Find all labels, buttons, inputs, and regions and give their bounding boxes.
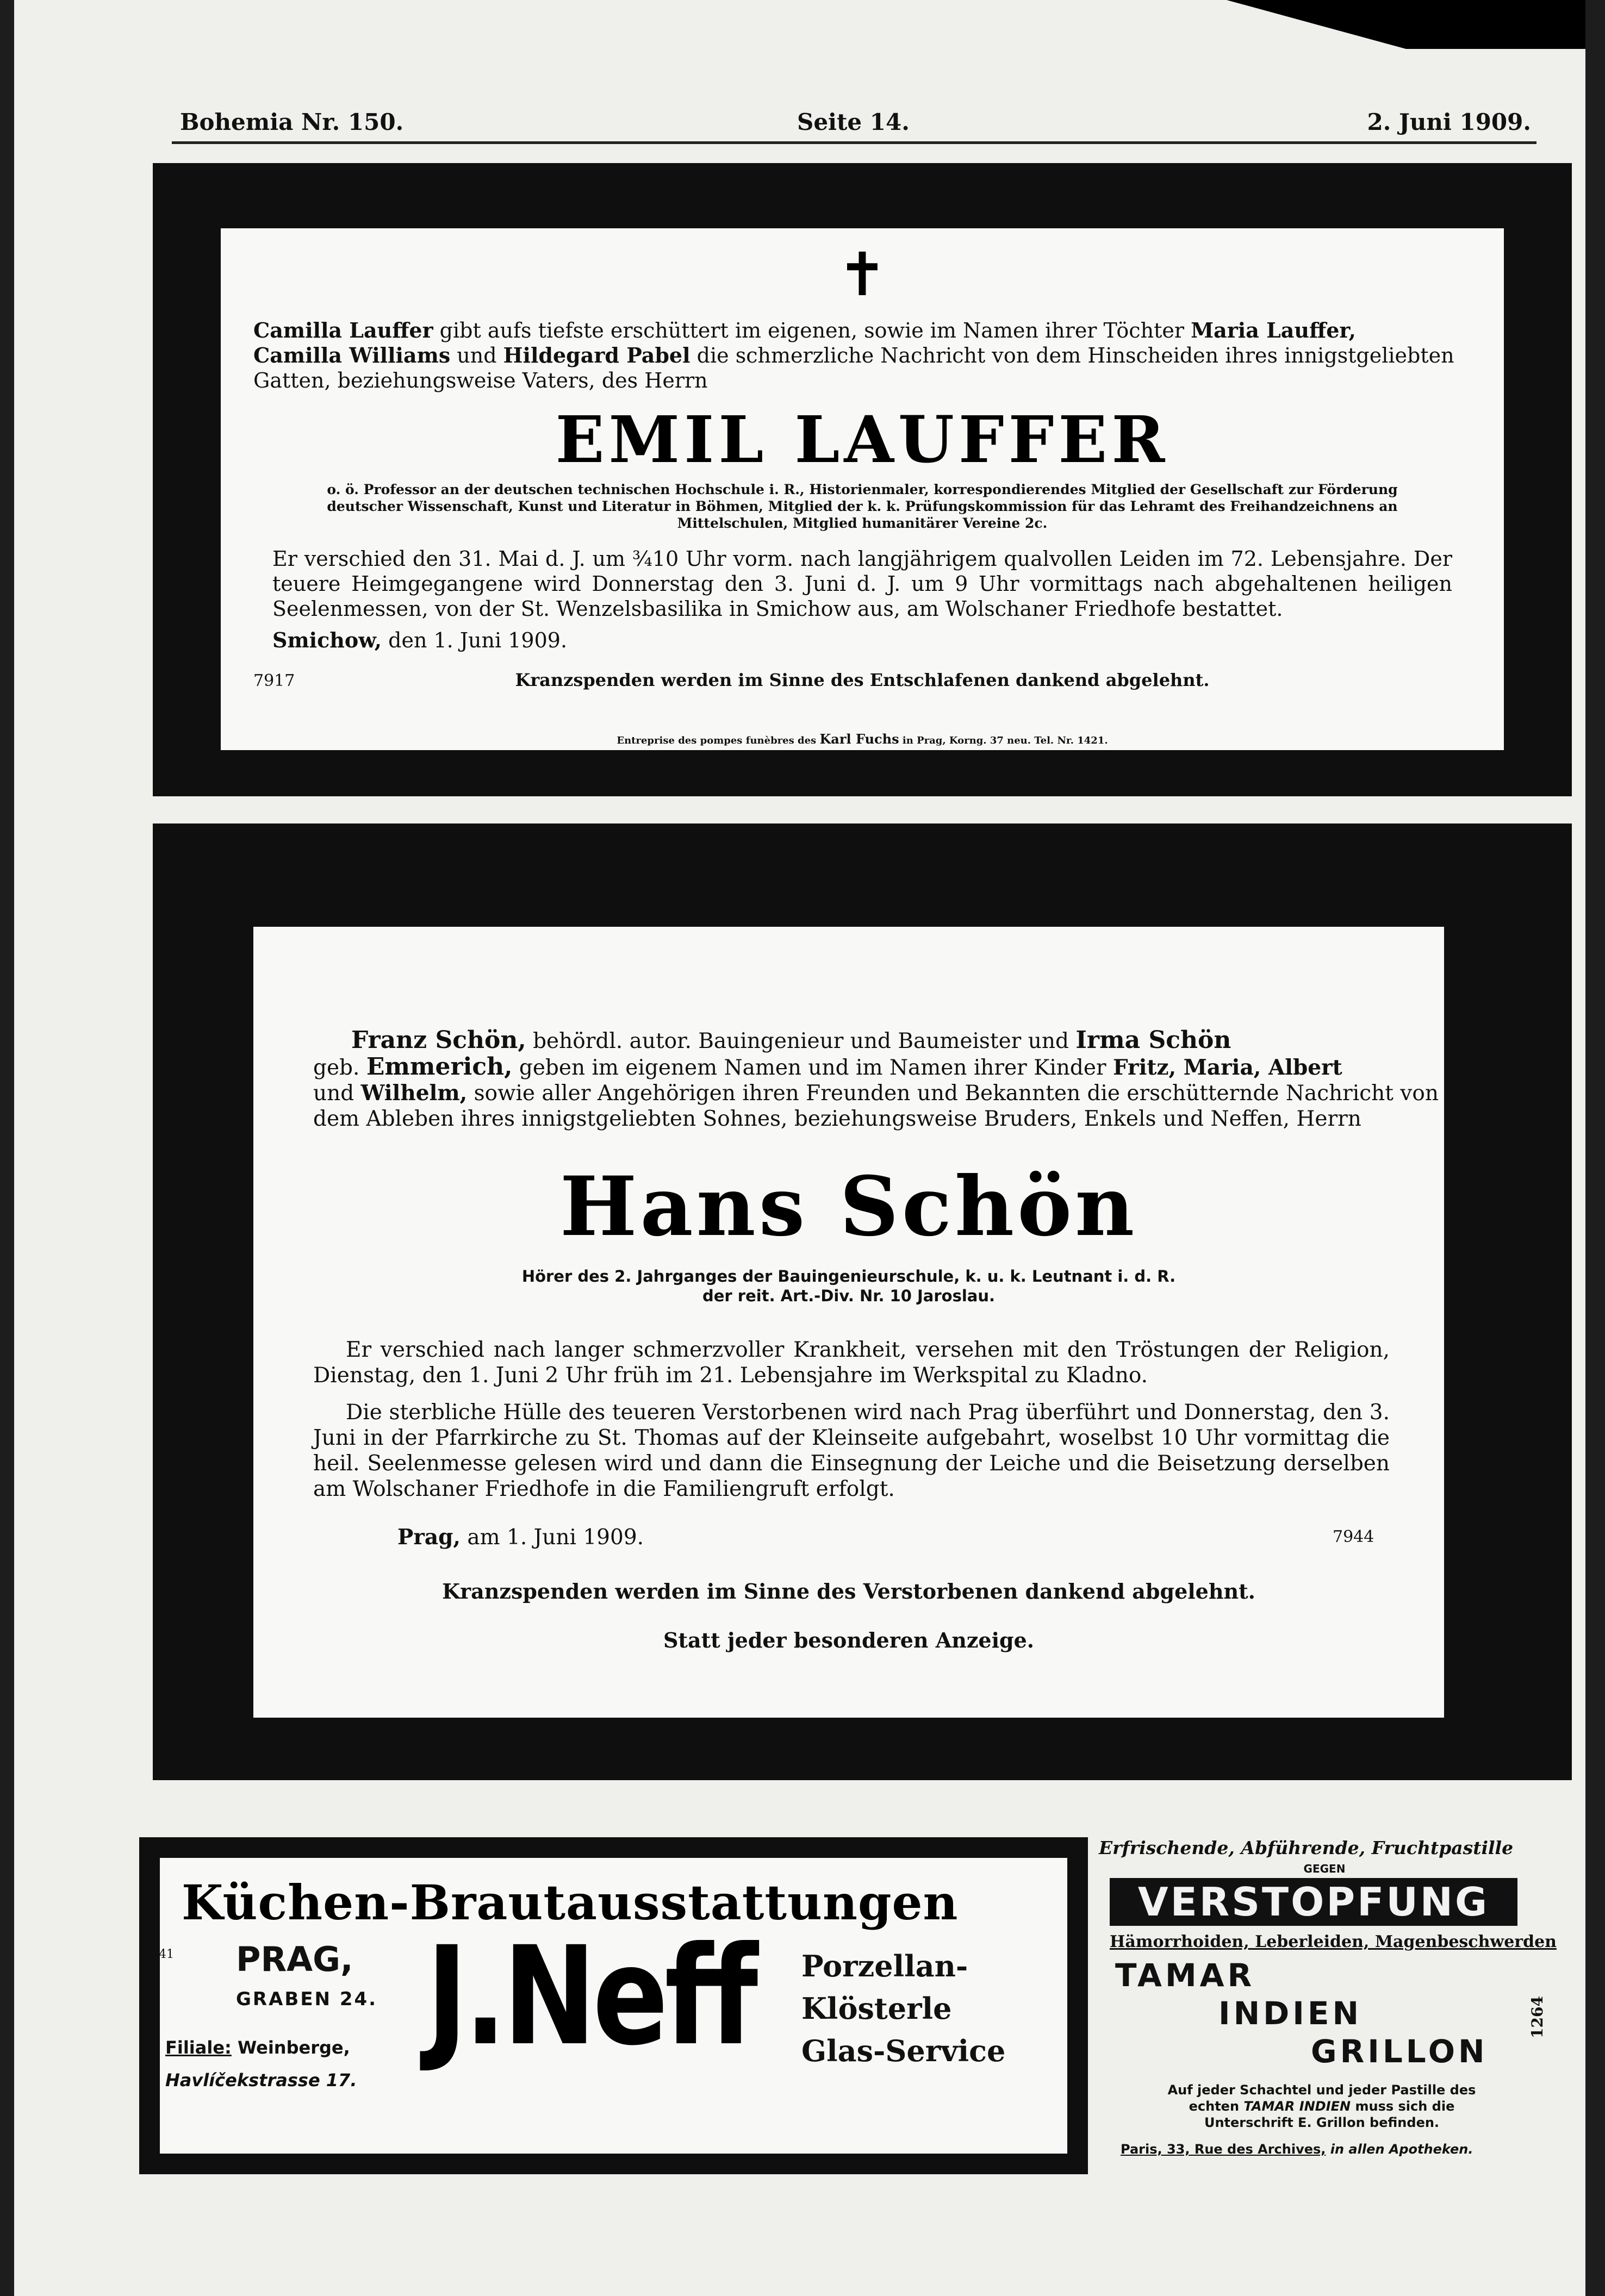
ad-tamar-gegen: GEGEN (1303, 1862, 1346, 1875)
page-corner-shadow (1227, 0, 1585, 49)
undertaker-name: Karl Fuchs (819, 731, 899, 747)
place: Smichow, (272, 628, 382, 652)
intro2-text-5: sowie aller Angehörigen ihren Freunden und Bekannten die erschütternde Nachricht von (467, 1081, 1439, 1106)
ad-tamar-note (1099, 2082, 1545, 2131)
place-date-2 (397, 1525, 644, 1550)
ad-neff-branch-street: Havlíčekstrasse 17. (165, 2070, 357, 2091)
intro2-text-6: dem Ableben ihres innigstgeliebten Sohnes, beziehungsweise Bruders, Enkels und Neffen, Herrn (313, 1107, 1361, 1131)
product-2: Klösterle (801, 1991, 952, 2026)
product-3: Glas-Service (801, 2033, 1006, 2068)
page-header (172, 103, 1536, 144)
ad-neff-branch (165, 2037, 350, 2058)
address-text: Paris, 33, Rue des Archives, (1121, 2142, 1326, 2157)
rank-line-1: Hörer des 2. Jahrganges der Bauingenieurschule, k. u. k. Leutnant i. d. R. (521, 1267, 1176, 1286)
header-page-number: Seite 14. (797, 109, 910, 135)
intro2-text-4: und (313, 1081, 361, 1106)
branch-place: Weinberge, (231, 2037, 350, 2058)
obituary-intro (253, 318, 1471, 393)
deceased-titles: o. ö. Professor an der deutschen technischen Hochschule i. R., Historienmaler, korrespondierendes Mitglied der Gesellschaft zur Förderung deutscher Wissenschaft, Kunst und Literatur in Böhmen, Mitglied der k. k. Prüfungskommission für das Lehramt des Freihandzeichnens an Mittelschulen, Mitglied humanitärer Vereine 2c. (327, 482, 1398, 531)
ad-neff-number: 7941 (144, 1948, 174, 1961)
ad-number: 7917 (253, 671, 295, 690)
widow-name: Camilla Lauffer (253, 318, 433, 342)
obituary-body-2b: Die sterbliche Hülle des teueren Verstorbenen wird nach Prag überführt und Donnerstag, den 3. Juni in der Pfarrkirche zu St. Thomas auf der Kleinseite aufgebahrt, woselbst 10 Uhr vormittag die heil. Seelenmesse gelesen wird und dann die Einsegnung der Leiche und die Beisetzung derselben am Wolschaner Friedhofe in die Familiengruft erfolgt. (313, 1400, 1390, 1501)
intro2-text-1: behördl. autor. Bauingenieur und Baumeister und (526, 1029, 1076, 1053)
product-1: Porzellan- (801, 1949, 968, 1983)
ad-tamar-address (1121, 2142, 1473, 2157)
daughter-name-1: Maria Lauffer, (1191, 318, 1356, 342)
ad-tamar-number: 1264 (1528, 1996, 1546, 2038)
obituary-body-2a: Er verschied nach langer schmerzvoller Krankheit, versehen mit den Tröstungen der Religion, Dienstag, den 1. Juni 2 Uhr früh im 21. Lebensjahre im Werkspital zu Kladno. (313, 1338, 1390, 1388)
branch-label: Filiale: (165, 2037, 232, 2058)
header-date: 2. Juni 1909. (1367, 109, 1531, 135)
ad-number-2: 7944 (1333, 1527, 1374, 1546)
obituary-schoen (253, 927, 1444, 1718)
ad-tamar-brand-2: INDIEN (1218, 1995, 1363, 2032)
mother-name: Irma Schön (1075, 1026, 1231, 1054)
wreath-note: Kranzspenden werden im Sinne des Entschlafenen dankend abgelehnt. (515, 670, 1210, 690)
newspaper-page (14, 0, 1585, 2296)
intro-text-2: und (450, 344, 503, 367)
intro2-text-3: geben im eigenem Namen und im Namen ihrer Kinder (512, 1056, 1113, 1080)
obituary-body: Er verschied den 31. Mai d. J. um ¾10 Uhr vorm. nach langjährigem qualvollen Leiden im 72. Lebensjahre. Der teuere Heimgegangene wird Donnerstag den 3. Juni d. J. um 9 Uhr vormittags nach abgehaltenen heiligen Seelenmessen, von der St. Wenzelsbasilika in Smichow aus, am Wolschaner Friedhofe bestattet. (272, 547, 1452, 621)
instead-note: Statt jeder besonderen Anzeige. (663, 1628, 1035, 1652)
ad-tamar (1093, 1837, 1556, 2185)
note-line-1: Auf jeder Schachtel und jeder Pastille des (1167, 2082, 1476, 2098)
ad-tamar-brand-1: TAMAR (1115, 1957, 1255, 1994)
deceased-name: EMIL LAUFFER (555, 402, 1169, 477)
deceased-rank (253, 1266, 1444, 1306)
note-line-2c: muss sich die (1351, 2099, 1455, 2114)
intro2-text-2: geb. (313, 1056, 366, 1080)
date: den 1. Juni 1909. (382, 628, 568, 652)
rank-line-2: der reit. Art.-Div. Nr. 10 Jaroslau. (702, 1287, 996, 1305)
undertaker-text: Entreprise des pompes funèbres des (617, 735, 820, 746)
intro-text-3: die schmerzliche Nachricht von dem Hinscheiden ihres innigstgeliebten (690, 344, 1454, 367)
mother-maiden-name: Emmerich, (366, 1053, 513, 1081)
ad-neff-products (801, 1945, 1005, 2072)
obituary-lauffer (221, 228, 1504, 750)
place-date (272, 628, 567, 653)
daughter-name-2: Camilla Williams (253, 343, 451, 367)
note-line-2a: echten (1189, 2099, 1244, 2114)
ad-tamar-ailments: Hämorrhoiden, Leberleiden, Magenbeschwerden (1110, 1932, 1557, 1951)
header-issue: Bohemia Nr. 150. (180, 109, 404, 135)
children-names: Fritz, Maria, Albert (1113, 1055, 1342, 1080)
daughter-name-3: Hildegard Pabel (503, 343, 690, 367)
ad-tamar-intro: Erfrischende, Abführende, Fruchtpastille (1099, 1837, 1514, 1858)
deceased-name-2: Hans Schön (559, 1159, 1138, 1255)
cross-icon: ✝ (837, 240, 888, 309)
intro-text-1: gibt aufs tiefste erschüttert im eigenen, sowie im Namen ihrer Töchter (433, 319, 1191, 342)
ad-neff-city: PRAG, (236, 1939, 353, 1979)
date-2: am 1. Juni 1909. (461, 1525, 644, 1550)
wreath-note-2: Kranzspenden werden im Sinne des Verstorbenen dankend abgelehnt. (442, 1579, 1255, 1604)
note-line-3: Unterschrift E. Grillon befinden. (1204, 2115, 1440, 2130)
obituary-intro-2 (313, 1026, 1439, 1132)
undertaker-address: in Prag, Korng. 37 neu. Tel. Nr. 1421. (899, 735, 1108, 746)
ad-neff-brand: J.Neff (426, 1917, 755, 2075)
place-2: Prag, (397, 1525, 461, 1550)
intro-text-4: Gatten, beziehungsweise Vaters, des Herrn (253, 369, 708, 392)
child-name-wilhelm: Wilhelm, (360, 1081, 468, 1106)
ad-tamar-verstopfung: VERSTOPFUNG (1110, 1878, 1517, 1926)
note-line-2b: TAMAR INDIEN (1243, 2099, 1351, 2114)
ad-neff (144, 1858, 1067, 2154)
undertaker-line (221, 731, 1504, 747)
ad-neff-title: Küchen-Brautausstattungen (182, 1874, 959, 1931)
ad-neff-street: GRABEN 24. (236, 1988, 378, 2010)
father-name: Franz Schön, (351, 1026, 526, 1054)
address-pharmacies: in allen Apotheken. (1326, 2142, 1473, 2157)
ad-tamar-brand-3: GRILLON (1311, 2033, 1488, 2070)
